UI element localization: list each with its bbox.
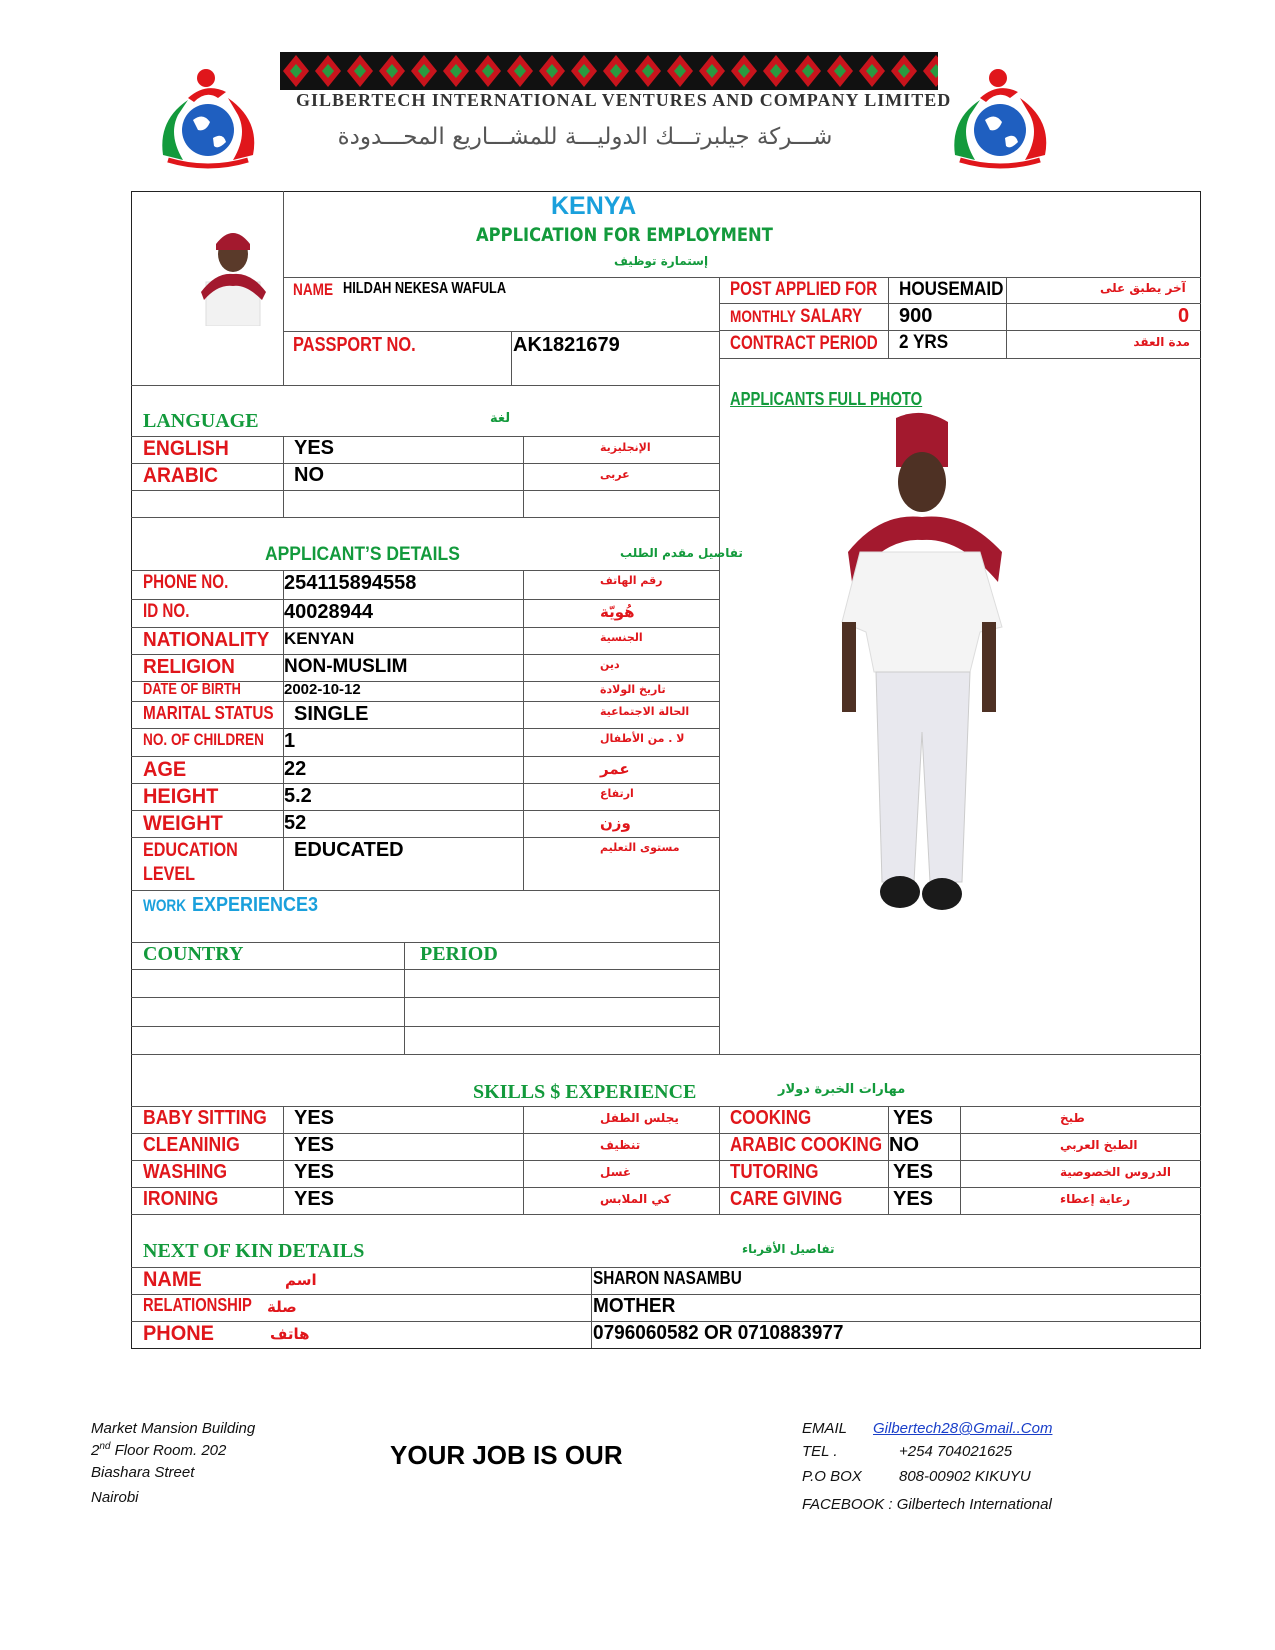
- language-heading: LANGUAGE: [143, 410, 259, 432]
- contract-value: 2 YRS: [899, 332, 949, 353]
- salary-extra: 0: [1178, 305, 1190, 327]
- kin-label: PHONE: [143, 1322, 214, 1345]
- post-label: POST APPLIED FOR: [730, 279, 878, 300]
- skill-label: TUTORING: [730, 1161, 819, 1183]
- company-name-ar: شـــركة جيلبرتـــك الدوليـــة للمشـــاريع المحـــدودة: [337, 124, 833, 150]
- salary-value: 900: [899, 305, 933, 327]
- passport-value: AK1821679: [513, 334, 620, 356]
- address-line-4: Nairobi: [91, 1489, 139, 1506]
- language-heading-ar: لغة: [490, 411, 511, 426]
- skill-label: COOKING: [730, 1107, 812, 1129]
- detail-label: MARITAL STATUS: [143, 703, 274, 723]
- kin-label: NAME: [143, 1268, 202, 1291]
- kin-label-ar: صلة: [267, 1298, 297, 1316]
- detail-label-ar: رقم الهاتف: [600, 574, 663, 587]
- globe-logo-icon: [940, 60, 1060, 172]
- skill-label-ar: تنظيف: [600, 1138, 641, 1152]
- skill-value: YES: [294, 1161, 335, 1183]
- detail-value: SINGLE: [294, 703, 369, 725]
- detail-label-ar: الجنسية: [600, 631, 643, 644]
- skill-value: YES: [893, 1188, 934, 1210]
- kin-value: MOTHER: [593, 1295, 676, 1317]
- tel-value: +254 704021625: [899, 1443, 1013, 1460]
- detail-label: NATIONALITY: [143, 629, 270, 651]
- contract-label: CONTRACT PERIOD: [730, 333, 878, 354]
- skill-label-ar: يجلس الطفل: [600, 1111, 679, 1125]
- detail-label-ar: ارتفاع: [600, 787, 634, 800]
- details-heading-ar: تفاصيل مقدم الطلب: [620, 546, 743, 560]
- skill-label: BABY SITTING: [143, 1107, 267, 1129]
- kin-heading: NEXT OF KIN DETAILS: [143, 1240, 365, 1262]
- pobox-value: 808-00902 KIKUYU: [899, 1468, 1031, 1485]
- person-full-photo-icon: [830, 412, 1010, 928]
- work-heading: [143, 894, 332, 917]
- detail-label: ID NO.: [143, 601, 190, 622]
- post-label-ar: آخر يطبق على: [1100, 281, 1186, 295]
- skill-label-ar: طبخ: [1060, 1111, 1085, 1125]
- skill-label: ARABIC COOKING: [730, 1134, 883, 1156]
- detail-value: NON-MUSLIM: [284, 656, 408, 677]
- work-period-label: PERIOD: [420, 943, 498, 965]
- detail-label-ar: لا . من الأطفال: [600, 732, 685, 745]
- detail-label: WEIGHT: [143, 812, 223, 835]
- form-country: KENYA: [551, 192, 637, 220]
- skill-label: WASHING: [143, 1161, 228, 1183]
- language-label-ar: عربى: [600, 468, 630, 481]
- post-value: HOUSEMAID: [899, 279, 1004, 300]
- language-value: NO: [294, 464, 324, 486]
- skill-value: YES: [294, 1107, 335, 1129]
- detail-label: NO. OF CHILDREN: [143, 730, 264, 749]
- slogan: YOUR JOB IS OUR: [390, 1440, 623, 1470]
- detail-label-ar: وزن: [600, 814, 631, 832]
- tel-label: TEL .: [802, 1443, 838, 1460]
- kin-label-ar: هاتف: [270, 1325, 310, 1343]
- skill-value: YES: [893, 1107, 934, 1129]
- detail-label: DATE OF BIRTH: [143, 681, 241, 698]
- detail-label: EDUCATION LEVEL: [143, 840, 238, 885]
- detail-label-ar: مستوى التعليم: [600, 841, 680, 854]
- detail-value: 254115894558: [284, 572, 417, 594]
- skill-label-ar: كي الملابس: [600, 1192, 671, 1206]
- detail-value: 2002-10-12: [284, 681, 361, 698]
- work-heading-1: WORK: [143, 896, 187, 915]
- detail-value: KENYAN: [284, 629, 355, 648]
- detail-label: PHONE NO.: [143, 572, 229, 593]
- detail-label: RELIGION: [143, 656, 235, 678]
- skill-label-ar: رعاية إعطاء: [1060, 1192, 1131, 1206]
- email-label: EMAIL: [802, 1420, 848, 1437]
- kin-value: 0796060582 OR 0710883977: [593, 1322, 844, 1344]
- language-label: ARABIC: [143, 464, 219, 487]
- detail-label: AGE: [143, 758, 187, 781]
- address-floor-number: 2: [91, 1442, 100, 1459]
- work-heading-2: EXPERIENCE3: [192, 894, 319, 916]
- contract-label-ar: مدة العقد: [1133, 335, 1190, 349]
- address-line-2: [91, 1441, 226, 1459]
- detail-value: 5.2: [284, 785, 312, 807]
- form-title: APPLICATION FOR EMPLOYMENT: [476, 224, 773, 246]
- detail-label-ar: تاريخ الولادة: [600, 683, 666, 696]
- work-country-label: COUNTRY: [143, 943, 244, 965]
- full-photo-label: APPLICANTS FULL PHOTO: [730, 389, 923, 409]
- applicant-full-photo: [830, 412, 1010, 928]
- detail-value: 52: [284, 812, 307, 834]
- detail-label-ar: دين: [600, 658, 620, 671]
- skill-value: YES: [893, 1161, 934, 1183]
- decorative-banner: [280, 52, 938, 90]
- detail-value: EDUCATED: [294, 839, 404, 861]
- address-floor-rest: Floor Room. 202: [110, 1442, 227, 1459]
- name-label: NAME: [293, 280, 334, 299]
- company-logo-left: [148, 60, 268, 172]
- kin-label-ar: اسم: [285, 1271, 317, 1289]
- form-title-ar: إستمارة توظيف: [614, 254, 709, 268]
- skill-value: YES: [294, 1188, 335, 1210]
- email-link[interactable]: Gilbertech28@Gmail..Com: [873, 1420, 1053, 1437]
- salary-label: [730, 306, 862, 328]
- skill-label-ar: الطبخ العربي: [1060, 1138, 1138, 1152]
- facebook-line: FACEBOOK : Gilbertech International: [802, 1496, 1052, 1513]
- detail-label-ar: هُويّة: [600, 603, 635, 621]
- skill-value: YES: [294, 1134, 335, 1156]
- company-logo-right: [940, 60, 1060, 172]
- salary-label-2: SALARY: [800, 306, 863, 327]
- company-name-en: GILBERTECH INTERNATIONAL VENTURES AND COMPANY LIMITED: [296, 90, 952, 110]
- skills-heading-ar: مهارات الخبرة دولار: [778, 1082, 906, 1097]
- detail-label-ar: عمر: [600, 760, 630, 778]
- passport-label: PASSPORT NO.: [293, 334, 416, 356]
- skill-label-ar: الدروس الخصوصية: [1060, 1165, 1172, 1179]
- detail-value: 40028944: [284, 601, 373, 623]
- kin-label: RELATIONSHIP: [143, 1295, 252, 1315]
- kin-heading-ar: تفاصيل الأقرباء: [742, 1242, 835, 1256]
- skill-label: CLEANINIG: [143, 1134, 240, 1156]
- detail-label-ar: الحالة الاجتماعية: [600, 705, 690, 718]
- language-label: ENGLISH: [143, 437, 229, 460]
- passport-photo: [196, 222, 270, 326]
- address-floor-suffix: nd: [99, 1441, 111, 1452]
- detail-value: 22: [284, 758, 307, 780]
- globe-logo-icon: [148, 60, 268, 172]
- pobox-label: P.O BOX: [802, 1468, 862, 1485]
- person-photo-icon: [196, 222, 270, 326]
- skills-heading: SKILLS $ EXPERIENCE: [473, 1081, 697, 1103]
- skill-label: CARE GIVING: [730, 1188, 843, 1210]
- salary-label-1: MONTHLY: [730, 307, 796, 326]
- details-heading: APPLICANT’S DETAILS: [265, 544, 460, 565]
- skill-label: IRONING: [143, 1188, 219, 1210]
- address-line-1: Market Mansion Building: [91, 1420, 256, 1437]
- language-value: YES: [294, 437, 335, 459]
- language-label-ar: الإنجليزية: [600, 441, 651, 454]
- kin-value: SHARON NASAMBU: [593, 1268, 742, 1288]
- address-line-3: Biashara Street: [91, 1464, 195, 1481]
- detail-label: HEIGHT: [143, 785, 219, 808]
- detail-value: 1: [284, 730, 296, 752]
- name-value: HILDAH NEKESA WAFULA: [343, 280, 507, 297]
- diamond-pattern-icon: [280, 52, 938, 90]
- skill-label-ar: غسل: [600, 1165, 632, 1179]
- skill-value: NO: [889, 1134, 919, 1156]
